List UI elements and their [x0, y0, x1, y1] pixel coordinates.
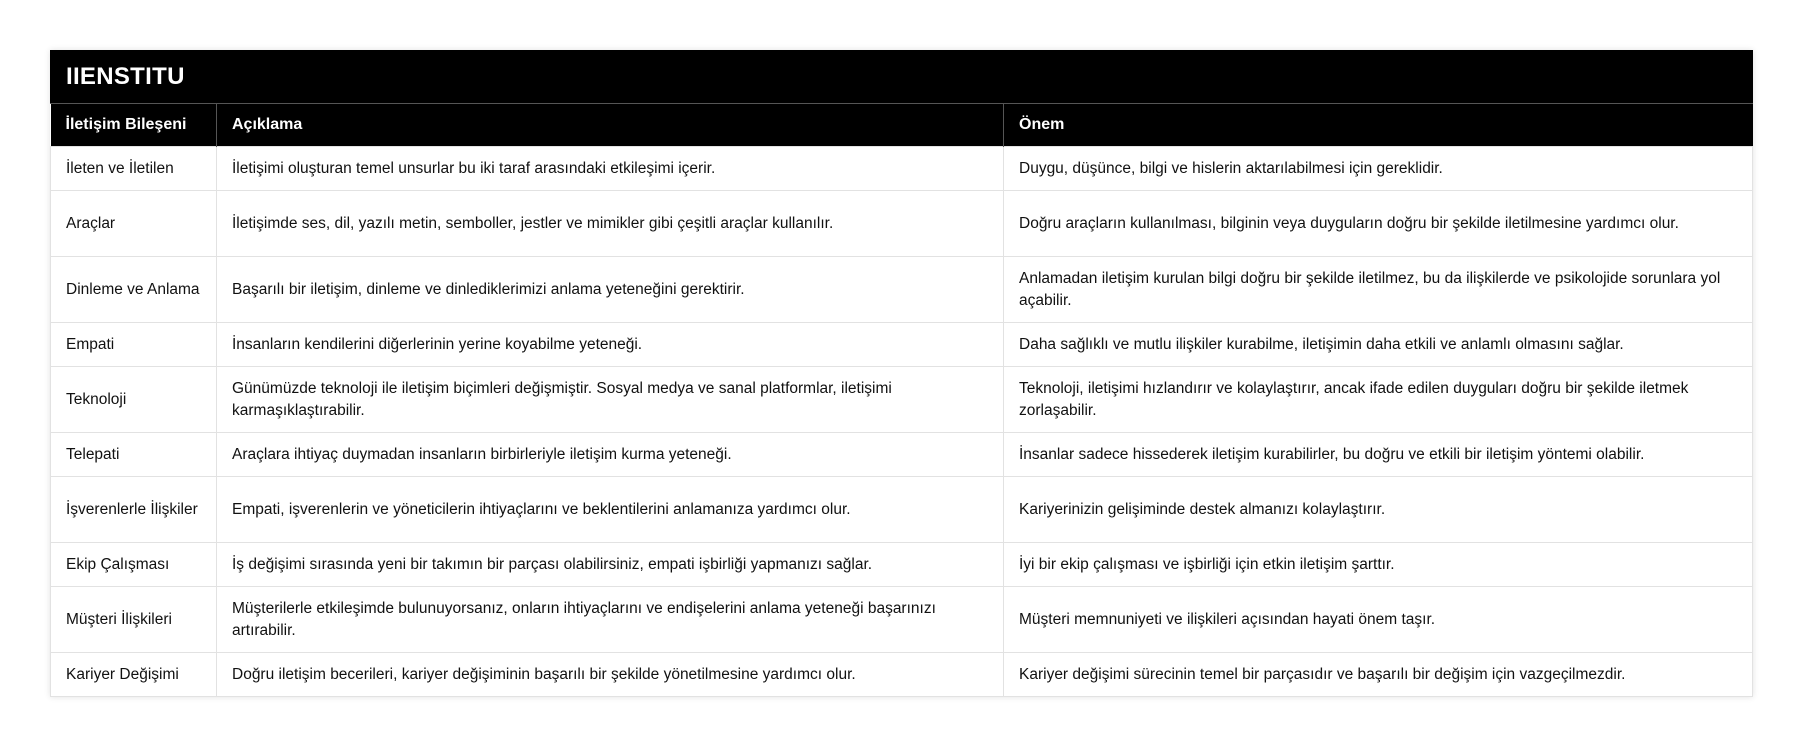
cell-importance: Kariyer değişimi sürecinin temel bir parçasıdır ve başarılı bir değişim için vazgeçilmezdir.	[1004, 653, 1753, 697]
cell-description: Günümüzde teknoloji ile iletişim biçimleri değişmiştir. Sosyal medya ve sanal platformlar, iletişimi karmaşıklaştırabilir.	[217, 367, 1004, 433]
column-header-description: Açıklama	[217, 104, 1004, 147]
table-card	[50, 50, 1753, 697]
data-table	[50, 104, 1753, 697]
table-row	[51, 367, 1753, 433]
cell-component: Telepati	[51, 433, 217, 477]
table-row	[51, 257, 1753, 323]
cell-importance: İnsanlar sadece hissederek iletişim kurabilirler, bu doğru ve etkili bir iletişim yöntemi olabilir.	[1004, 433, 1753, 477]
cell-importance: Doğru araçların kullanılması, bilginin veya duyguların doğru bir şekilde iletilmesine yardımcı olur.	[1004, 191, 1753, 257]
table-row	[51, 653, 1753, 697]
table-row	[51, 587, 1753, 653]
cell-importance: Teknoloji, iletişimi hızlandırır ve kolaylaştırır, ancak ifade edilen duyguları doğru bir şekilde iletmek zorlaşabilir.	[1004, 367, 1753, 433]
cell-component: İleten ve İletilen	[51, 147, 217, 191]
cell-component: Araçlar	[51, 191, 217, 257]
cell-description: Araçlara ihtiyaç duymadan insanların birbirleriyle iletişim kurma yeteneği.	[217, 433, 1004, 477]
cell-importance: Anlamadan iletişim kurulan bilgi doğru bir şekilde iletilmez, bu da ilişkilerde ve psikolojide sorunlara yol açabilir.	[1004, 257, 1753, 323]
cell-description: Müşterilerle etkileşimde bulunuyorsanız, onların ihtiyaçlarını ve endişelerini anlama yeteneği başarınızı artırabilir.	[217, 587, 1004, 653]
cell-description: İnsanların kendilerini diğerlerinin yerine koyabilme yeteneği.	[217, 323, 1004, 367]
cell-description: İletişimde ses, dil, yazılı metin, semboller, jestler ve mimikler gibi çeşitli araçlar kullanılır.	[217, 191, 1004, 257]
cell-component: Ekip Çalışması	[51, 543, 217, 587]
table-row	[51, 543, 1753, 587]
table-header-row	[51, 104, 1753, 147]
cell-importance: Daha sağlıklı ve mutlu ilişkiler kurabilme, iletişimin daha etkili ve anlamlı olmasını sağlar.	[1004, 323, 1753, 367]
cell-component: Müşteri İlişkileri	[51, 587, 217, 653]
table-row	[51, 477, 1753, 543]
brand-title: IIENSTITU	[50, 50, 1753, 104]
table-row	[51, 147, 1753, 191]
cell-importance: İyi bir ekip çalışması ve işbirliği için etkin iletişim şarttır.	[1004, 543, 1753, 587]
table-row	[51, 323, 1753, 367]
cell-description: Başarılı bir iletişim, dinleme ve dinlediklerimizi anlama yeteneğini gerektirir.	[217, 257, 1004, 323]
table-row	[51, 433, 1753, 477]
cell-component: Kariyer Değişimi	[51, 653, 217, 697]
cell-importance: Duygu, düşünce, bilgi ve hislerin aktarılabilmesi için gereklidir.	[1004, 147, 1753, 191]
cell-importance: Müşteri memnuniyeti ve ilişkileri açısından hayati önem taşır.	[1004, 587, 1753, 653]
cell-component: Dinleme ve Anlama	[51, 257, 217, 323]
cell-component: İşverenlerle İlişkiler	[51, 477, 217, 543]
cell-component: Empati	[51, 323, 217, 367]
cell-description: İletişimi oluşturan temel unsurlar bu iki taraf arasındaki etkileşimi içerir.	[217, 147, 1004, 191]
cell-description: Doğru iletişim becerileri, kariyer değişiminin başarılı bir şekilde yönetilmesine yardımcı olur.	[217, 653, 1004, 697]
cell-description: İş değişimi sırasında yeni bir takımın bir parçası olabilirsiniz, empati işbirliği yapmanızı sağlar.	[217, 543, 1004, 587]
column-header-component: İletişim Bileşeni	[51, 104, 217, 147]
column-header-importance: Önem	[1004, 104, 1753, 147]
table-row	[51, 191, 1753, 257]
cell-component: Teknoloji	[51, 367, 217, 433]
cell-importance: Kariyerinizin gelişiminde destek almanızı kolaylaştırır.	[1004, 477, 1753, 543]
cell-description: Empati, işverenlerin ve yöneticilerin ihtiyaçlarını ve beklentilerini anlamanıza yardımcı olur.	[217, 477, 1004, 543]
